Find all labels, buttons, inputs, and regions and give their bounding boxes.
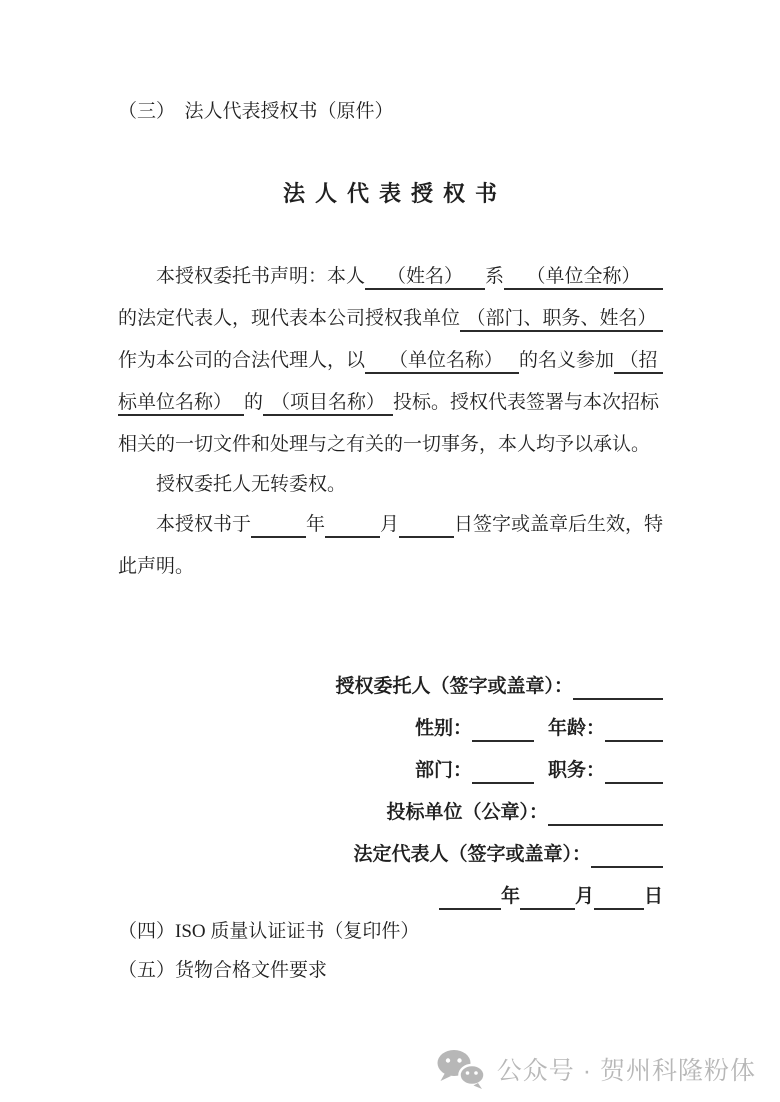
blank-month-field — [520, 886, 575, 910]
fill-in-bid-unit-end: 标单位名称） — [118, 392, 244, 416]
fill-in-name: （姓名） — [365, 266, 485, 290]
text-segment: 系 — [485, 266, 505, 287]
bid-unit-label: 投标单位（公章）： — [386, 802, 548, 823]
text-segment: 本授权书于 — [156, 514, 252, 535]
watermark-text: 公众号 · 贺州科隆粉体 — [496, 1057, 756, 1085]
blank-legal-rep-field — [591, 844, 663, 868]
paragraph-line-2 — [118, 308, 663, 332]
wechat-icon — [435, 1048, 487, 1090]
blank-age-field — [605, 718, 663, 742]
watermark — [435, 1048, 756, 1090]
text-segment: 的名义参加 — [519, 350, 615, 371]
signature-line-bid-unit — [335, 802, 663, 826]
signature-label: 授权委托人（签字或盖章）： — [335, 676, 573, 697]
text-segment: 作为本公司的合法代理人，以 — [118, 350, 366, 371]
fill-in-unit-name: （单位名称） — [365, 350, 519, 374]
day-label: 日 — [643, 886, 663, 907]
legal-rep-label: 法定代表人（签字或盖章）： — [353, 844, 591, 865]
blank-title-field — [605, 760, 663, 784]
year-label: 年 — [500, 886, 520, 907]
document-body — [118, 266, 663, 596]
text-segment: 授权委托人无转委权。 — [156, 474, 347, 495]
following-section-headings — [118, 921, 419, 999]
paragraph-line-8 — [118, 556, 663, 578]
paragraph-line-6 — [118, 474, 663, 496]
blank-year-field — [251, 514, 306, 538]
signature-block — [335, 676, 663, 928]
month-label: 月 — [574, 886, 594, 907]
paragraph-line-4 — [118, 392, 663, 416]
blank-month-field — [325, 514, 380, 538]
text-segment: 月 — [380, 514, 400, 535]
text-segment: 投标。授权代表签署与本次招标 — [393, 392, 660, 413]
blank-department-field — [472, 760, 534, 784]
text-segment: 年 — [306, 514, 326, 535]
signature-line-dept-title — [335, 760, 663, 784]
document-title: 法人代表授权书 — [282, 181, 507, 206]
gender-label: 性别： — [414, 718, 472, 739]
paragraph-line-7 — [118, 514, 663, 538]
paragraph-line-1 — [118, 266, 663, 290]
section-heading-3: （三） 法人代表授权书（原件） — [118, 101, 394, 122]
section-heading-4: （四）ISO 质量认证证书（复印件） — [118, 921, 420, 942]
fill-in-project-name: （项目名称） — [263, 392, 393, 416]
blank-year-field — [439, 886, 501, 910]
text-segment: 的 — [244, 392, 264, 413]
signature-line-gender-age — [335, 718, 663, 742]
signature-line-legal-rep — [335, 844, 663, 868]
fill-in-dept-title-name: （部门、职务、姓名） — [460, 308, 663, 332]
fill-in-bid-unit-start: （招 — [614, 350, 663, 374]
text-segment: 相关的一切文件和处理与之有关的一切事务，本人均予以承认。 — [118, 434, 651, 455]
blank-signature-field — [573, 676, 663, 700]
age-label: 年龄： — [547, 718, 605, 739]
blank-day-field — [594, 886, 644, 910]
text-segment: 的法定代表人，现代表本公司授权我单位 — [118, 308, 461, 329]
blank-company-seal-field — [548, 802, 663, 826]
text-segment: 日签字或盖章后生效，特 — [454, 514, 664, 535]
section-heading-5: （五）货物合格文件要求 — [118, 960, 328, 981]
title-label: 职务： — [547, 760, 605, 781]
signature-line-date — [335, 886, 663, 910]
paragraph-line-3 — [118, 350, 663, 374]
text-segment: 此声明。 — [118, 556, 195, 577]
signature-line-principal — [335, 676, 663, 700]
fill-in-company-full-name: （单位全称） — [504, 266, 663, 290]
blank-day-field — [399, 514, 454, 538]
paragraph-line-5 — [118, 434, 663, 456]
blank-gender-field — [472, 718, 534, 742]
text-segment: 本授权委托书声明：本人 — [156, 266, 366, 287]
department-label: 部门： — [414, 760, 472, 781]
